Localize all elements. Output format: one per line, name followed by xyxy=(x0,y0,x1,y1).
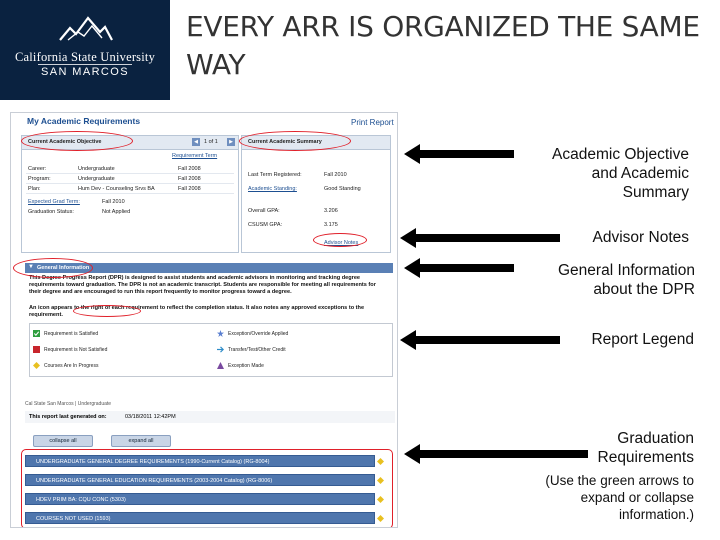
legend-label: Requirement is Satisfied xyxy=(44,331,99,337)
legend-label: Exception Made xyxy=(228,363,264,369)
csusm-gpa-value: 3.175 xyxy=(324,222,338,228)
legend-item xyxy=(30,344,210,356)
callout-report-legend: Report Legend xyxy=(591,331,694,348)
report-generated-row xyxy=(25,411,395,423)
grad-status-label: Graduation Status: xyxy=(28,209,74,215)
general-information-label: General Information xyxy=(37,265,90,271)
requirement-label: UNDERGRADUATE GENERAL EDUCATION REQUIREMENTS (2003-2004 Catalog) (RG-8006) xyxy=(36,478,273,484)
star-icon xyxy=(217,330,224,337)
legend-label: Exception/Override Applied xyxy=(228,331,289,337)
row-label: Career: xyxy=(28,166,47,172)
arrow-left-icon xyxy=(404,442,588,466)
legend-item xyxy=(214,344,392,356)
pager-next-icon[interactable]: ▶ xyxy=(227,138,235,146)
row-term: Fall 2008 xyxy=(178,186,201,192)
slide-header xyxy=(0,0,720,100)
in-progress-icon xyxy=(33,362,40,369)
logo-divider xyxy=(38,64,132,65)
collapse-arrow-icon[interactable]: ▼ xyxy=(28,264,34,270)
requirement-label: UNDERGRADUATE GENERAL DEGREE REQUIREMENTS (1990-Current Catalog) (RG-8004) xyxy=(36,459,270,465)
logo-university-name: California State University xyxy=(14,50,156,64)
requirement-label: HDEV PRIM BA: CQU CONC (5303) xyxy=(36,497,126,503)
arrow-left-icon xyxy=(400,328,560,352)
requirement-label: COURSES NOT USED (1593) xyxy=(36,516,111,522)
row-term: Fall 2008 xyxy=(178,176,201,182)
arrow-left-icon xyxy=(404,256,514,280)
logo-campus-name: SAN MARCOS xyxy=(41,66,129,78)
callout-line: General Information xyxy=(558,262,695,279)
summary-heading: Current Academic Summary xyxy=(248,139,322,145)
legend-label: Courses Are In Progress xyxy=(44,363,99,369)
highlight-summary xyxy=(239,131,351,151)
highlight-requirements xyxy=(21,449,393,528)
callout-line: about the DPR xyxy=(593,281,695,298)
callout-line: expand or collapse xyxy=(580,490,694,505)
last-term-label: Last Term Registered: xyxy=(248,172,302,178)
gpa-label: Overall GPA: xyxy=(248,208,280,214)
highlight-general-info xyxy=(13,258,93,278)
standing-label: Academic Standing: xyxy=(248,186,297,192)
mountain-logo-icon xyxy=(58,14,114,44)
slide-title: EVERY ARR IS ORGANIZED THE SAME WAY xyxy=(186,10,700,81)
generated-label: This report last generated on: xyxy=(29,414,107,420)
check-icon xyxy=(33,330,40,337)
objective-row xyxy=(26,176,234,184)
row-value: Undergraduate xyxy=(78,166,115,172)
row-term: Fall 2008 xyxy=(178,166,201,172)
callout-objective-summary xyxy=(552,145,689,202)
row-value: Undergraduate xyxy=(78,176,115,182)
arrow-left-icon xyxy=(400,226,560,250)
legend-label: Transfer/Test/Other Credit xyxy=(228,347,286,353)
collapse-all-button[interactable]: collapse all xyxy=(33,435,93,447)
row-value: Hum Dev - Counseling Srvs BA xyxy=(78,186,155,192)
legend-item xyxy=(214,360,392,372)
pager-prev-icon[interactable]: ◀ xyxy=(192,138,200,146)
print-report-link[interactable]: Print Report xyxy=(351,118,394,127)
callout-line: information.) xyxy=(618,507,694,522)
callout-line: (Use the green arrows to xyxy=(545,473,694,488)
transfer-icon xyxy=(217,346,224,353)
callout-advisor-notes: Advisor Notes xyxy=(592,229,689,246)
callout-line: Requirements xyxy=(597,449,694,466)
callout-line: and Academic xyxy=(591,165,689,182)
screenshot-titlebar xyxy=(11,113,398,133)
row-label: Program: xyxy=(28,176,51,182)
callout-line: Summary xyxy=(622,184,689,201)
requirement-term-label: Requirement Term xyxy=(172,153,218,159)
page-title: My Academic Requirements xyxy=(27,116,141,126)
highlight-objective xyxy=(21,131,133,151)
general-information-text: This Degree Progress Report (DPR) is designed to assist students and academic advisors in monitoring and tracking degree requirements toward graduation. The DPR is not an academic transcript. Students are responsible for meeting all requirements for their degree and are encouraged to run this report frequently to monitor progress toward a degree. xyxy=(29,275,376,295)
legend-item xyxy=(30,328,210,340)
generated-value: 03/18/2011 12:42PM xyxy=(125,414,176,420)
expand-all-button[interactable]: expand all xyxy=(111,435,171,447)
callout-general-info xyxy=(558,261,695,299)
report-source: Cal State San Marcos | Undergraduate xyxy=(25,401,112,407)
university-logo xyxy=(0,0,170,100)
gpa-value: 3.206 xyxy=(324,208,338,214)
highlight-degree-terms xyxy=(73,305,141,317)
arrow-left-icon xyxy=(404,142,514,166)
grad-status-value: Not Applied xyxy=(102,209,131,215)
callout-expand-note xyxy=(545,472,694,523)
objective-pager: 1 of 1 xyxy=(204,139,218,145)
highlight-advisor-notes xyxy=(313,233,367,247)
objective-heading: Current Academic Objective xyxy=(28,139,102,145)
last-term-value: Fall 2010 xyxy=(324,172,347,178)
callout-line: Academic Objective xyxy=(552,146,689,163)
csusm-gpa-label: CSUSM GPA: xyxy=(248,222,283,228)
expected-grad-label: Expected Grad Term: xyxy=(28,199,80,205)
row-label: Plan: xyxy=(28,186,41,192)
exception-icon xyxy=(217,362,224,369)
advisor-notes-link[interactable]: Advisor Notes xyxy=(324,240,359,246)
legend-item xyxy=(30,360,210,372)
legend-note: An icon appears to the right of each requirement to reflect the completion status. It also notes any approved exceptions to the requirement. xyxy=(29,305,365,318)
academic-requirements-screenshot xyxy=(10,112,398,528)
callout-line: Graduation xyxy=(617,430,694,447)
legend-item xyxy=(214,328,392,340)
expected-grad-value: Fall 2010 xyxy=(102,199,125,205)
report-legend xyxy=(29,323,393,377)
callout-graduation xyxy=(598,429,695,467)
academic-summary-box xyxy=(241,135,391,253)
academic-objective-box xyxy=(21,135,239,253)
standing-value: Good Standing xyxy=(324,186,361,192)
objective-row xyxy=(26,166,234,174)
objective-row xyxy=(26,186,234,194)
legend-label: Requirement is Not Satisfied xyxy=(44,347,108,353)
not-satisfied-icon xyxy=(33,346,40,353)
